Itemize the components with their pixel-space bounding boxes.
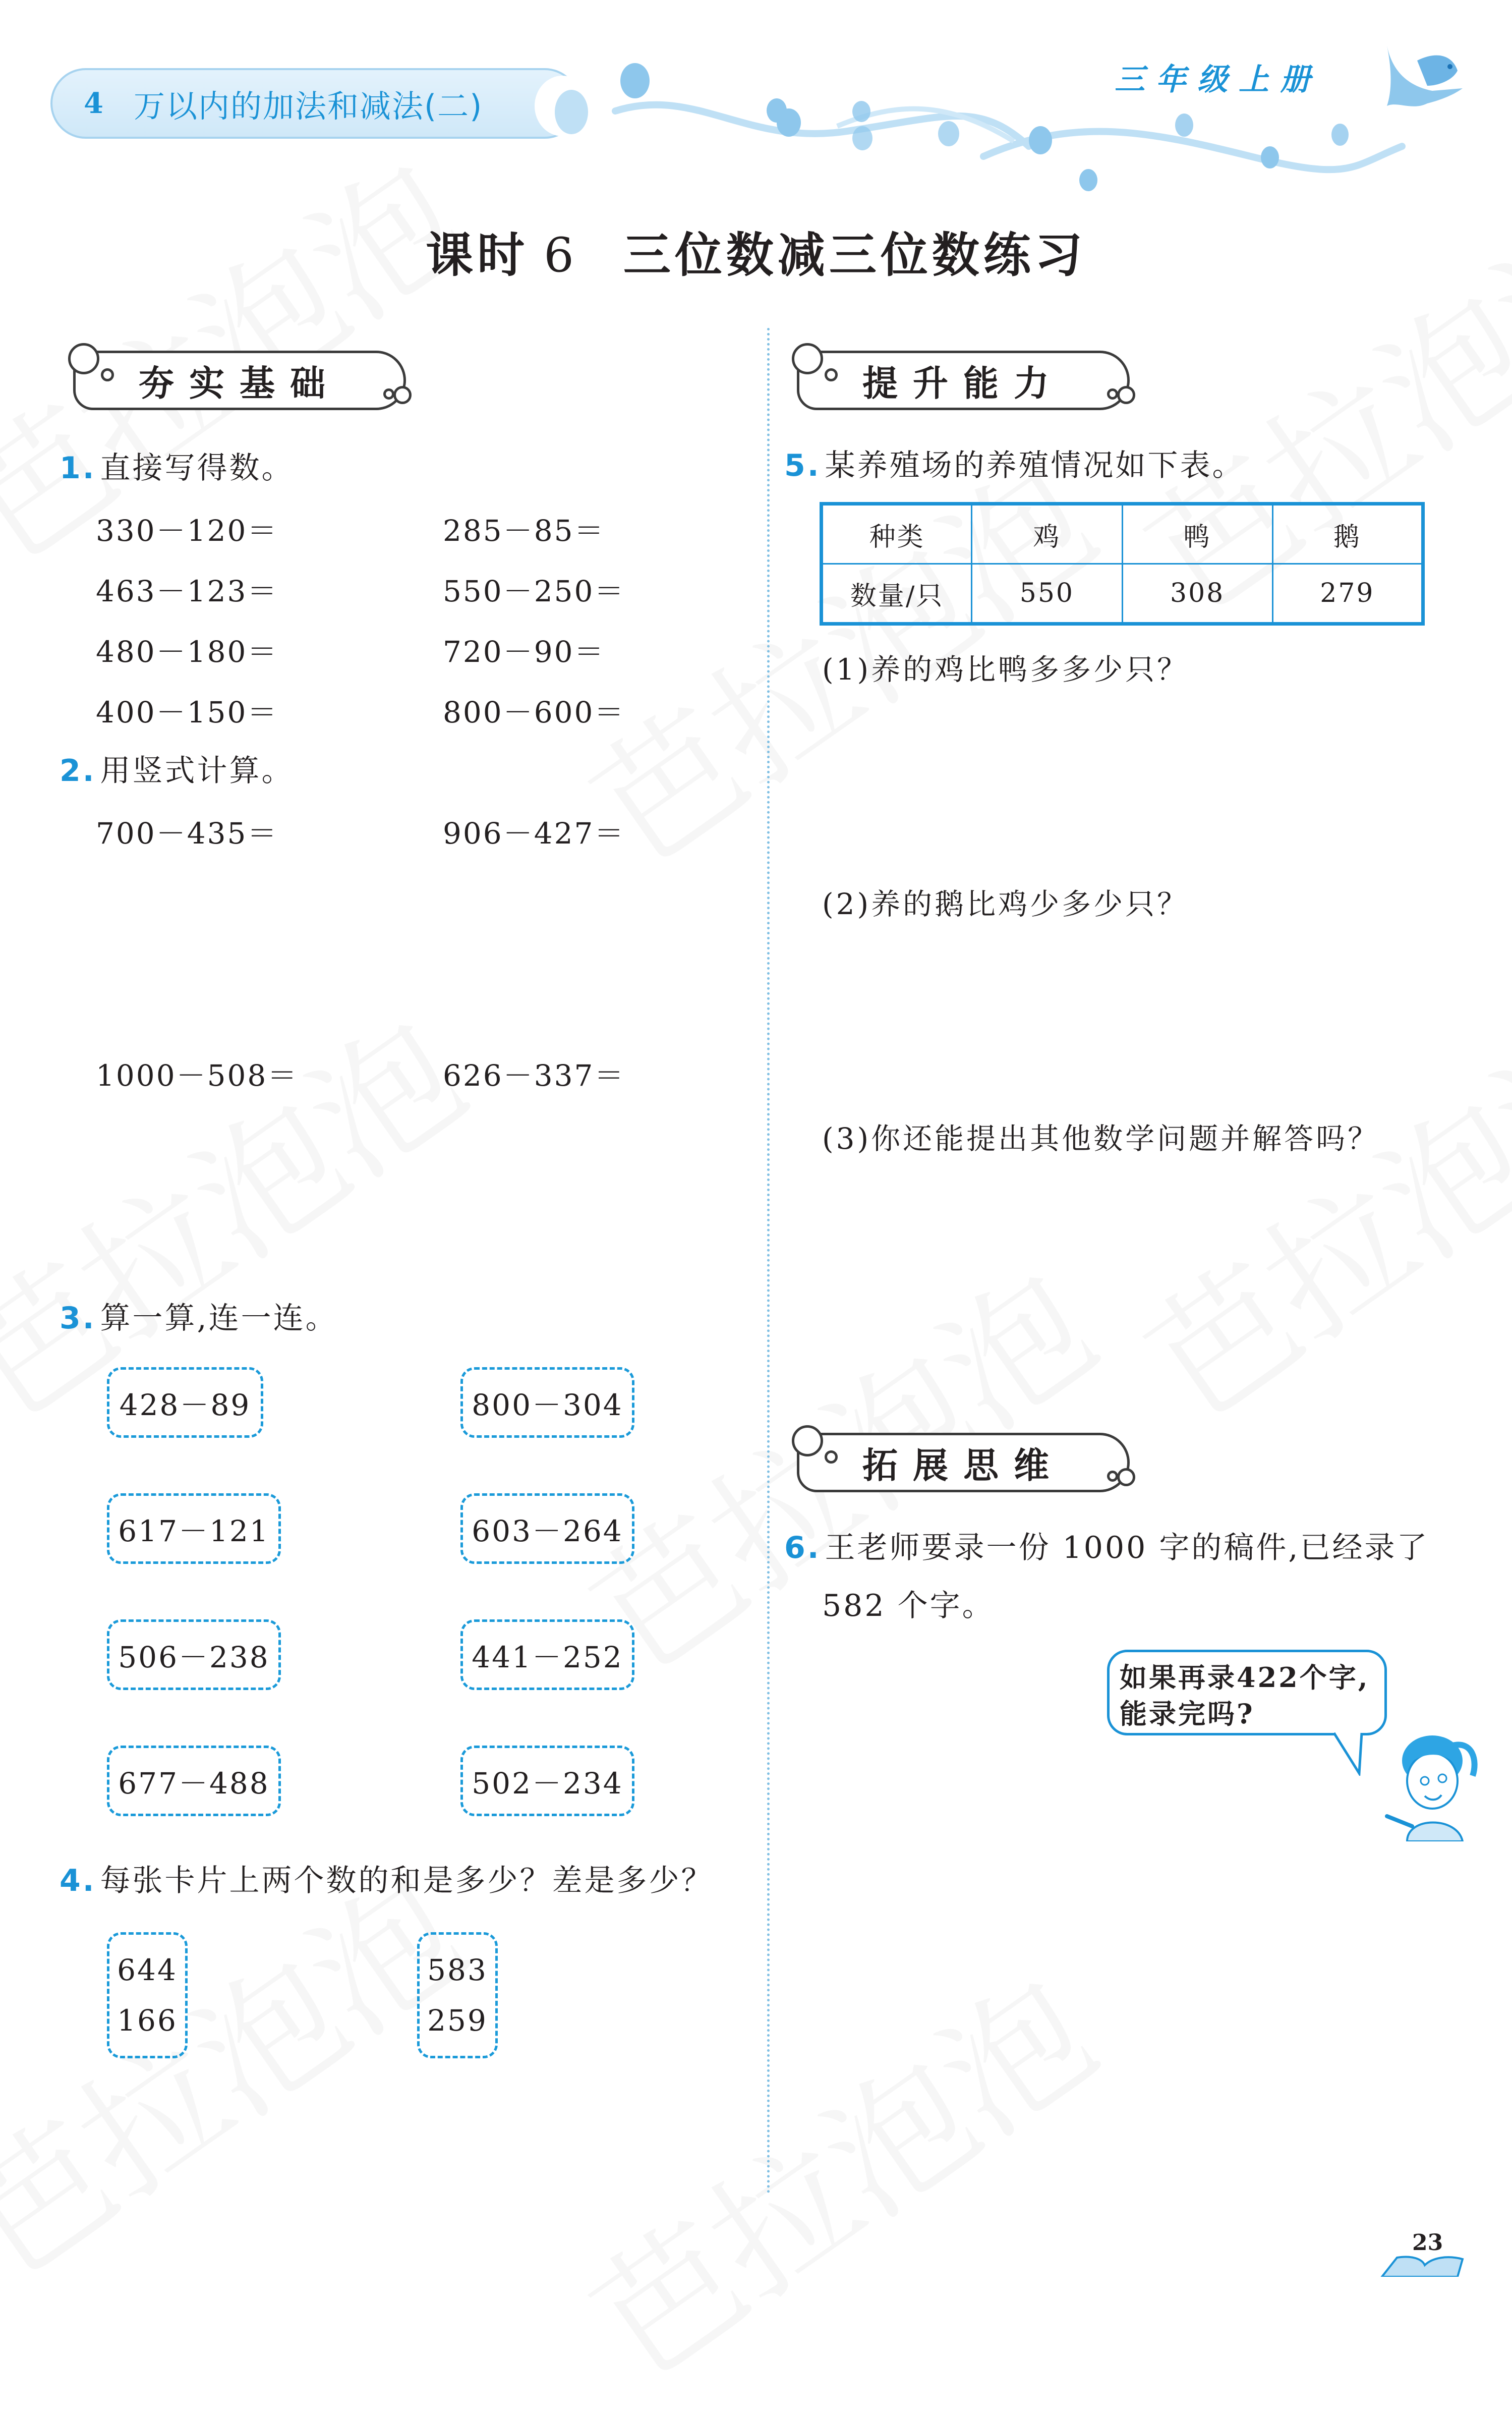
table-cell: 鸭 [1122, 504, 1272, 564]
section-title: 夯实基础 [139, 362, 340, 404]
ring-decoration [792, 1425, 823, 1456]
table-cell: 550 [972, 564, 1122, 624]
bubble-decoration [938, 121, 959, 146]
question-number: 1. [60, 451, 96, 486]
question-text: 某养殖场的养殖情况如下表。 [825, 448, 1245, 483]
ring-decoration [68, 343, 99, 374]
bubble-decoration [852, 101, 870, 122]
unit-title: 万以内的加法和减法(二) [133, 87, 483, 125]
q1-expression: 330－120＝ [96, 514, 278, 548]
match-card-left[interactable]: 428－89 [107, 1367, 263, 1438]
match-card-right[interactable]: 603－264 [460, 1493, 634, 1564]
sub-question: (2)养的鹅比鸡少多少只？ [822, 887, 1189, 921]
lesson-number: 6 [544, 228, 578, 283]
question-text: 用竖式计算。 [100, 753, 294, 789]
q2-expression: 700－435＝ [96, 816, 278, 851]
question-number: 2. [60, 753, 96, 789]
section-badge-basics [73, 351, 406, 410]
bubble-decoration [1331, 124, 1349, 146]
speech-tail [1331, 1730, 1372, 1776]
lesson-name: 三位数减三位数练习 [623, 228, 1086, 283]
lesson-label: 课时 [426, 228, 529, 283]
table-row [822, 564, 1423, 624]
vine-decoration [595, 55, 1503, 177]
table-cell: 鹅 [1272, 504, 1423, 564]
ring-decoration [101, 368, 114, 381]
table-cell: 数量/只 [822, 564, 972, 624]
number-card [107, 1932, 188, 2058]
table-cell: 鸡 [972, 504, 1122, 564]
q1-expression: 800－600＝ [443, 695, 625, 729]
column-divider [767, 328, 770, 2195]
question-5-title [784, 441, 1245, 485]
ring-decoration [383, 388, 394, 400]
q1-expression: 463－123＝ [96, 574, 278, 608]
bubble-decoration [1175, 114, 1193, 137]
question-3-title [60, 1294, 338, 1337]
bubble-decoration [777, 108, 801, 137]
question-text: 王老师要录一份 1000 字的稿件,已经录了 [825, 1530, 1429, 1565]
q1-expression: 480－180＝ [96, 635, 278, 669]
table-cell: 308 [1122, 564, 1272, 624]
question-text: 直接写得数。 [100, 451, 294, 486]
match-card-right[interactable]: 502－234 [460, 1746, 634, 1816]
q2-expression: 626－337＝ [443, 1058, 625, 1093]
lesson-title [0, 217, 1512, 285]
speech-bubble [1107, 1650, 1387, 1735]
bubble-decoration [1079, 169, 1097, 191]
grade-label: 三年级上册 [1115, 62, 1321, 97]
q2-expression: 906－427＝ [443, 816, 625, 851]
farm-table [820, 502, 1425, 626]
question-number: 6. [784, 1530, 821, 1565]
question-6-continuation: 582 个字。 [822, 1588, 995, 1623]
table-cell: 279 [1272, 564, 1423, 624]
ring-decoration [1107, 1471, 1118, 1482]
match-card-left[interactable]: 677－488 [107, 1746, 281, 1816]
q1-expression: 285－85＝ [443, 514, 605, 548]
question-1-title [60, 444, 294, 487]
section-badge-improve [797, 351, 1130, 410]
match-card-left[interactable]: 617－121 [107, 1493, 281, 1564]
question-2-title [60, 747, 294, 790]
watermark [1102, 966, 1512, 1456]
card-bottom-number: 259 [427, 2003, 488, 2038]
question-6-title [784, 1524, 1429, 1567]
bird-icon [1377, 40, 1478, 116]
question-number: 4. [60, 1863, 96, 1898]
ring-decoration [1107, 388, 1118, 400]
watermark [548, 1925, 1127, 2415]
ring-decoration [393, 386, 412, 404]
question-4-title [60, 1857, 714, 1900]
q1-expression: 400－150＝ [96, 695, 278, 729]
ring-decoration [1117, 1468, 1135, 1486]
question-text: 每张卡片上两个数的和是多少？差是多少？ [100, 1863, 714, 1898]
table-header-row [822, 504, 1423, 564]
bubble-decoration [620, 63, 650, 98]
sub-question: (1)养的鸡比鸭多多少只？ [822, 652, 1189, 687]
bubble-decoration [1261, 146, 1279, 169]
ring-decoration [825, 1450, 838, 1464]
card-top-number: 644 [117, 1953, 178, 1987]
match-card-right[interactable]: 800－304 [460, 1367, 634, 1438]
unit-header [50, 68, 580, 139]
sub-question: (3)你还能提出其他数学问题并解答吗？ [822, 1121, 1380, 1156]
page-number: 23 [1412, 2230, 1443, 2256]
book-icon [1377, 2255, 1468, 2277]
match-card-left[interactable]: 506－238 [107, 1619, 281, 1690]
speech-text: 能录完吗? [1120, 1698, 1255, 1730]
question-text: 算一算,连一连。 [100, 1301, 338, 1336]
speech-text: 如果再录422个字, [1120, 1661, 1370, 1694]
question-number: 3. [60, 1301, 96, 1336]
section-title: 提升能力 [862, 362, 1064, 404]
ring-decoration [1117, 386, 1135, 404]
ring-decoration [825, 368, 838, 381]
card-top-number: 583 [427, 1953, 488, 1987]
q1-expression: 550－250＝ [443, 574, 625, 608]
table-cell: 种类 [822, 504, 972, 564]
match-card-right[interactable]: 441－252 [460, 1619, 634, 1690]
q1-expression: 720－90＝ [443, 635, 605, 669]
girl-character-icon [1377, 1725, 1483, 1841]
number-card [417, 1932, 498, 2058]
section-badge-extend [797, 1433, 1130, 1492]
question-number: 5. [784, 448, 821, 483]
section-title: 拓展思维 [862, 1444, 1064, 1486]
q2-expression: 1000－508＝ [96, 1058, 299, 1093]
bubble-decoration [1029, 126, 1052, 154]
bubble-decoration [852, 126, 873, 150]
bubble-decoration [555, 90, 588, 134]
card-bottom-number: 166 [117, 2003, 178, 2038]
ring-decoration [792, 343, 823, 374]
unit-number: 4 [84, 87, 103, 120]
